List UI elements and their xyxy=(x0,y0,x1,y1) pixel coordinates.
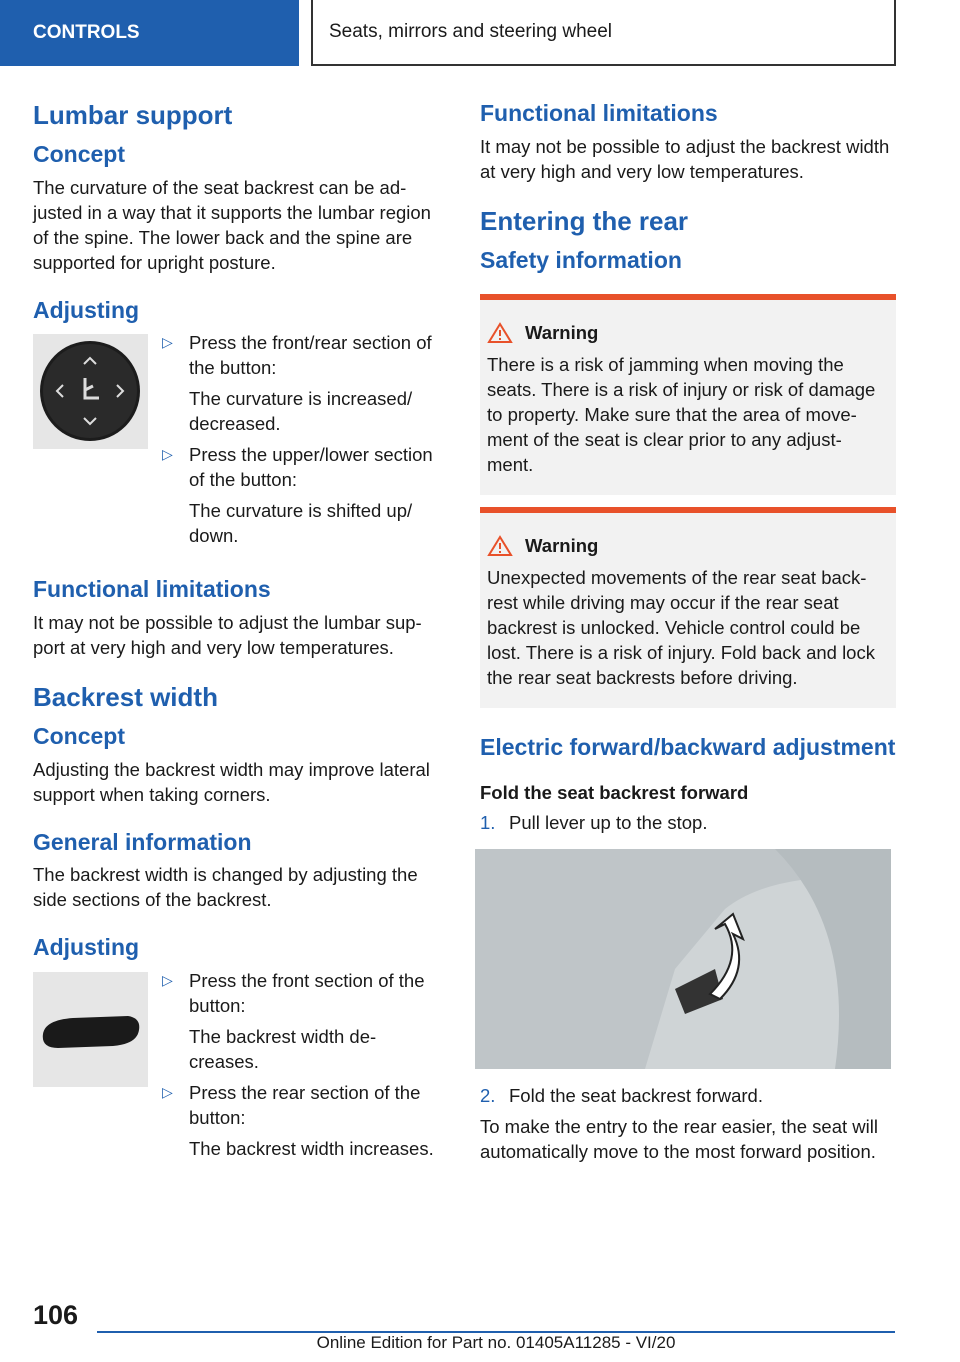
triangle-bullet-icon: ▷ xyxy=(162,971,173,988)
right-column xyxy=(480,100,896,1164)
warning-text: Unexpected movements of the rear seat back-rest while driving may occur if the rear seat backrest is unlocked. Vehicle control could be lost. There is a risk of injury. Fold back and lock the rear seat backrests before driving. xyxy=(487,567,875,689)
adjusting-heading: Adjusting xyxy=(33,934,140,961)
seat-lever-illustration xyxy=(475,849,891,1069)
lumbar-adjust-block xyxy=(33,330,443,554)
section-tab xyxy=(0,0,299,66)
list-item: ▷ Press the upper/lower section of the button: The curvature is shifted up/ down. xyxy=(162,444,433,547)
width-button-icon xyxy=(33,972,148,1087)
general-information-paragraph: The backrest width is changed by adjusting the side sections of the backrest. xyxy=(33,864,418,911)
chapter-title: Seats, mirrors and steering wheel xyxy=(329,21,613,42)
functional-limitations-paragraph: It may not be possible to adjust the lumbar sup-port at very high and very low temperatures. xyxy=(33,611,422,658)
warning-icon xyxy=(487,535,513,557)
warning-text: There is a risk of jamming when moving the seats. There is a risk of injury or risk of damage to property. Make sure that the area of move-ment of the seat is clear prior to any adjust-ment. xyxy=(487,354,876,476)
warning-box xyxy=(480,507,896,708)
section-title: CONTROLS xyxy=(33,22,140,43)
electric-adjustment-heading: Electric forward/backward adjustment xyxy=(480,734,896,761)
triangle-bullet-icon: ▷ xyxy=(162,1083,173,1100)
width-adjust-block xyxy=(33,968,443,1167)
list-item: ▷ Press the front/rear section of the button: The curvature is increased/ decreased. xyxy=(162,332,432,435)
concept-paragraph: The curvature of the seat backrest can be ad-justed in a way that it supports the lumbar region of the spine. The lower back and the spine are supported for upright posture. xyxy=(33,176,431,273)
width-button-image xyxy=(33,972,148,1087)
functional-limitations-heading: Functional limitations xyxy=(33,576,271,603)
list-item: ▷ Press the rear section of the button: The backrest width increases. xyxy=(162,1081,434,1159)
step-item: 2. Fold the seat backrest forward. xyxy=(480,1084,763,1106)
final-paragraph: To make the entry to the rear easier, the seat will automatically move to the most forward position. xyxy=(480,1115,878,1162)
functional-limitations-heading: Functional limitations xyxy=(480,100,718,126)
entering-rear-heading: Entering the rear xyxy=(480,205,689,236)
lumbar-support-heading: Lumbar support xyxy=(33,100,233,130)
concept-paragraph: Adjusting the backrest width may improve lateral support when taking corners. xyxy=(33,758,430,805)
left-column xyxy=(33,100,443,1167)
general-information-heading: General information xyxy=(33,828,252,855)
fold-backrest-heading: Fold the seat backrest forward xyxy=(480,781,749,803)
edition-text: Online Edition for Part no. 01405A11285 - VI/20 xyxy=(316,1333,676,1352)
warning-title: Warning xyxy=(525,535,599,557)
safety-information-heading: Safety information xyxy=(480,246,682,273)
concept-heading: Concept xyxy=(33,141,125,168)
functional-limitations-paragraph: It may not be possible to adjust the backrest width at very high and very low temperatures. xyxy=(480,135,890,182)
warning-box xyxy=(480,294,896,495)
list-item: ▷ Press the front section of the button: The backrest width de-creases. xyxy=(162,969,425,1072)
warning-icon xyxy=(487,322,513,344)
backrest-width-heading: Backrest width xyxy=(33,681,218,712)
seat-lever-photo xyxy=(475,849,891,1069)
lumbar-button-image xyxy=(33,334,148,449)
page-number: 106 xyxy=(33,1300,79,1330)
warning-title: Warning xyxy=(525,322,599,344)
lumbar-button-icon xyxy=(33,334,148,449)
triangle-bullet-icon: ▷ xyxy=(162,334,173,351)
concept-heading: Concept xyxy=(33,723,125,750)
chapter-header xyxy=(311,0,896,66)
triangle-bullet-icon: ▷ xyxy=(162,446,173,463)
step-item: 1. Pull lever up to the stop. xyxy=(480,811,708,833)
adjusting-heading: Adjusting xyxy=(33,296,140,323)
